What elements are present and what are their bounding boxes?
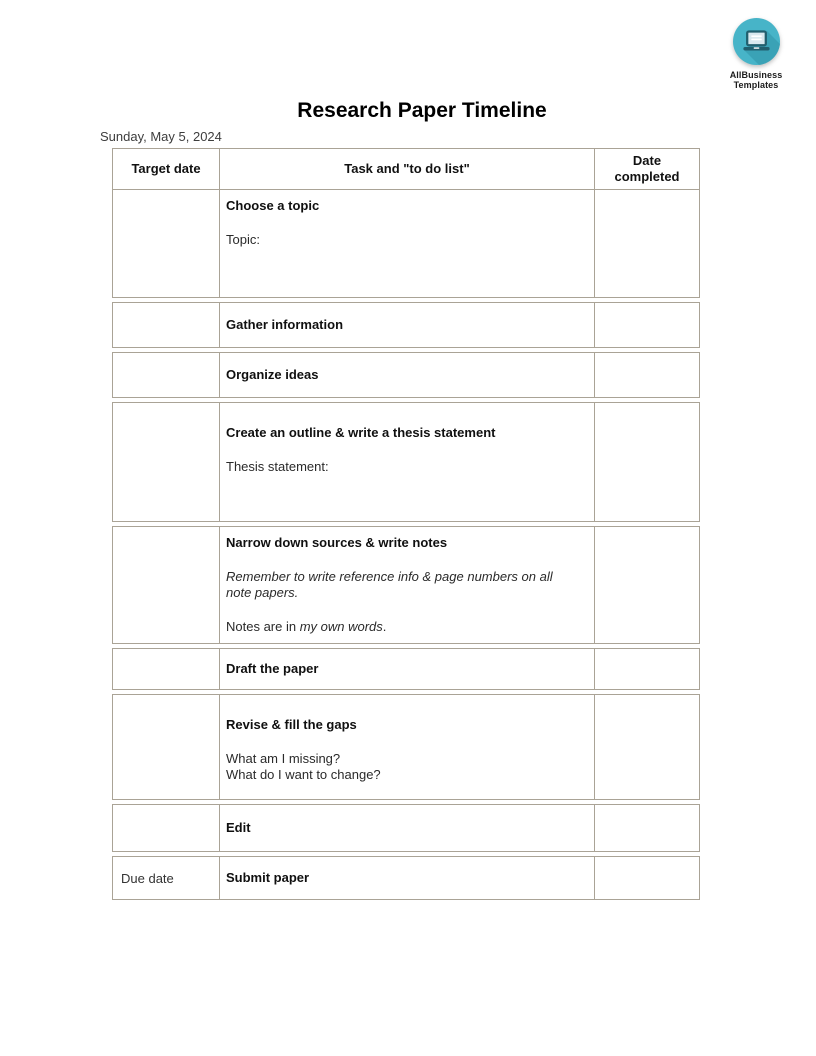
- date-completed-cell: [595, 527, 699, 643]
- task-cell: [220, 353, 595, 397]
- task-cell: [220, 190, 595, 297]
- table-row-revise-gaps: [112, 694, 700, 800]
- task-title: Narrow down sources & write notes: [226, 535, 448, 550]
- table-row-narrow-sources: [112, 526, 700, 644]
- timeline-table: [112, 148, 700, 900]
- table-row-draft-paper: [112, 648, 700, 690]
- date-completed-cell: [595, 649, 699, 689]
- header-target-date: Target date: [113, 149, 220, 189]
- page-title: Research Paper Timeline: [297, 99, 547, 122]
- task-title: Create an outline & write a thesis statement: [226, 425, 496, 440]
- notes-prefix: Notes are in: [226, 619, 300, 634]
- task-subtext: What am I missing?: [226, 751, 341, 766]
- date-completed-cell: [595, 857, 699, 899]
- table-row-gather-information: [112, 302, 700, 348]
- task-italic-note: Remember to write reference info & page numbers on all note papers.: [226, 569, 553, 600]
- task-cell: [220, 857, 595, 899]
- task-cell: [220, 303, 595, 347]
- date-completed-cell: [595, 303, 699, 347]
- table-row-choose-topic: [112, 190, 700, 298]
- logo-caption-line1: AllBusiness: [729, 70, 783, 80]
- task-title: Gather information: [226, 317, 344, 332]
- date-completed-cell: [595, 353, 699, 397]
- task-cell: [220, 695, 595, 799]
- task-title: Edit: [226, 820, 251, 835]
- table-row-edit: [112, 804, 700, 852]
- date-completed-cell: [595, 805, 699, 851]
- task-title: Draft the paper: [226, 661, 319, 676]
- target-date-cell: [113, 353, 220, 397]
- notes-suffix: .: [382, 619, 387, 634]
- target-date-cell: [113, 403, 220, 521]
- task-cell: [220, 649, 595, 689]
- target-date-cell: [113, 527, 220, 643]
- table-row-submit-paper: [112, 856, 700, 900]
- task-title: Submit paper: [226, 870, 310, 885]
- laptop-icon: [733, 18, 780, 65]
- task-cell: [220, 403, 595, 521]
- task-subtext: Thesis statement:: [226, 459, 329, 474]
- date-completed-cell: [595, 190, 699, 297]
- table-row-organize-ideas: [112, 352, 700, 398]
- date-completed-cell: [595, 403, 699, 521]
- task-title: Choose a topic: [226, 198, 320, 213]
- target-date-cell: [113, 649, 220, 689]
- target-date-cell: [113, 303, 220, 347]
- date-completed-cell: [595, 695, 699, 799]
- logo-caption-line2: Templates: [733, 80, 779, 90]
- document-date: Sunday, May 5, 2024: [100, 129, 222, 144]
- notes-italic: my own words: [299, 619, 383, 634]
- task-notes-line: [226, 619, 588, 635]
- task-cell: [220, 805, 595, 851]
- target-date-cell: [113, 190, 220, 297]
- task-subtext: Topic:: [226, 232, 260, 247]
- task-subtext: What do I want to change?: [226, 767, 381, 782]
- target-date-cell: [113, 805, 220, 851]
- task-title: Organize ideas: [226, 367, 319, 382]
- task-cell: [220, 527, 595, 643]
- target-date-cell: [113, 695, 220, 799]
- allbusiness-logo: [718, 18, 794, 90]
- task-title: Revise & fill the gaps: [226, 717, 357, 732]
- table-row-create-outline: [112, 402, 700, 522]
- header-task-list: Task and "to do list": [220, 149, 595, 189]
- header-date-completed: Date completed: [614, 153, 680, 184]
- table-header-row: [112, 148, 700, 190]
- target-date-cell: Due date: [113, 857, 220, 899]
